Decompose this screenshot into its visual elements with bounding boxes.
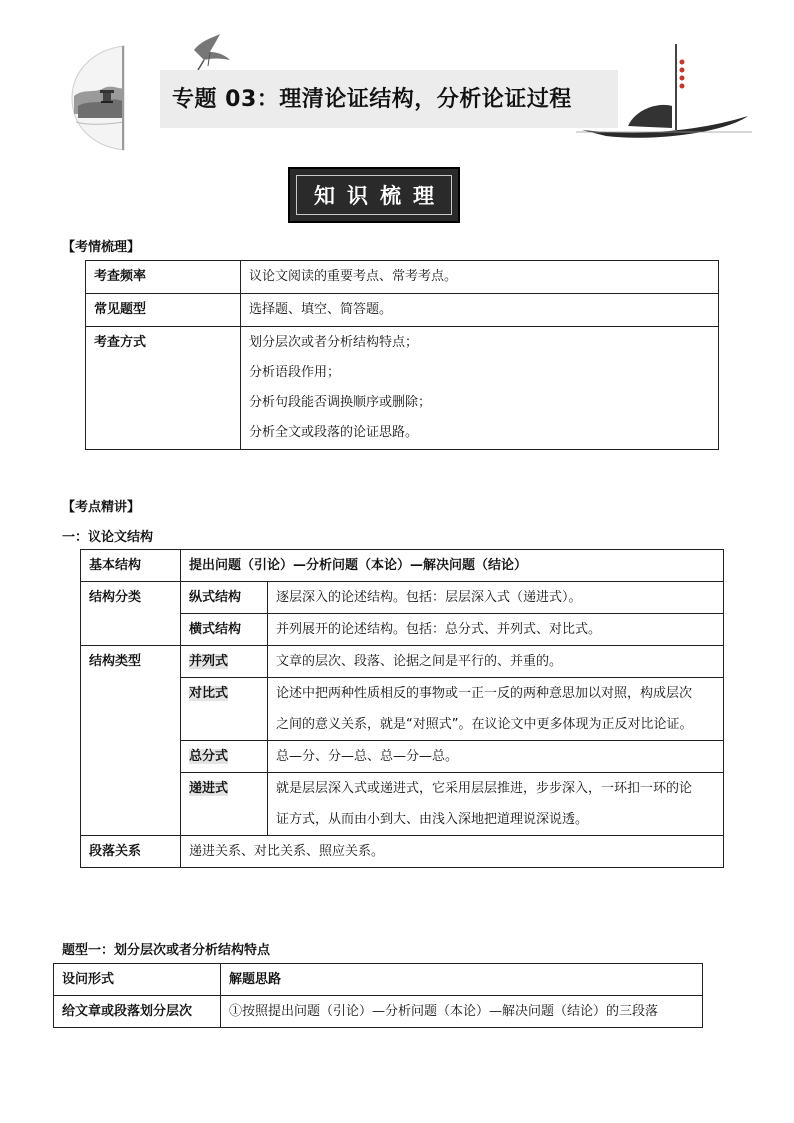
row-content: 递进关系、对比关系、照应关系。 bbox=[181, 836, 724, 868]
table-row bbox=[81, 582, 724, 614]
item-name-text: 并列式 bbox=[189, 654, 229, 669]
row-label: 结构分类 bbox=[81, 582, 181, 646]
landscape-illustration bbox=[70, 44, 128, 152]
exam-overview-table bbox=[85, 260, 719, 450]
subheading-structure: 一：议论文结构 bbox=[62, 530, 154, 545]
cell: ①按照提出问题（引论）—分析问题（本论）—解决问题（结论）的三段落 bbox=[221, 996, 703, 1028]
row-label: 常见题型 bbox=[86, 294, 241, 327]
section-badge bbox=[288, 167, 460, 223]
section-badge-label: 知识梳理 bbox=[296, 175, 452, 215]
page-title: 专题 03：理清论证结构，分析论证过程 bbox=[172, 87, 572, 112]
item-name bbox=[181, 646, 268, 678]
table-row bbox=[54, 996, 703, 1028]
item-desc: 文章的层次、段落、论据之间是平行的、并重的。 bbox=[268, 646, 724, 678]
boat-illustration bbox=[576, 40, 752, 152]
row-label: 段落关系 bbox=[81, 836, 181, 868]
item-desc bbox=[268, 773, 724, 836]
item-name bbox=[181, 678, 268, 741]
item-name-text: 对比式 bbox=[189, 686, 229, 701]
section-heading-key-points: 【考点精讲】 bbox=[62, 500, 141, 515]
table-row bbox=[81, 646, 724, 678]
row-label: 基本结构 bbox=[81, 550, 181, 582]
structure-table bbox=[80, 549, 724, 868]
table-row bbox=[81, 836, 724, 868]
content-line: 划分层次或者分析结构特点； bbox=[249, 335, 419, 350]
row-content: 议论文阅读的重要考点、常考考点。 bbox=[241, 261, 719, 294]
section-heading-exam-overview: 【考情梳理】 bbox=[62, 240, 141, 255]
item-name-text: 递进式 bbox=[189, 781, 229, 796]
content-line: 分析全文或段落的论证思路。 bbox=[249, 425, 419, 440]
row-content bbox=[241, 327, 719, 450]
table-row bbox=[86, 261, 719, 294]
item-name-text: 总分式 bbox=[189, 749, 229, 764]
item-desc: 总—分、分—总、总—分—总。 bbox=[268, 741, 724, 773]
item-name: 横式结构 bbox=[181, 614, 268, 646]
content-line: 分析语段作用； bbox=[249, 365, 341, 380]
row-content: 提出问题（引论）—分析问题（本论）—解决问题（结论） bbox=[181, 550, 724, 582]
column-header: 设问形式 bbox=[54, 964, 221, 996]
row-label: 考查频率 bbox=[86, 261, 241, 294]
item-desc bbox=[268, 678, 724, 741]
row-label: 结构类型 bbox=[81, 646, 181, 836]
desc-line: 之间的意义关系，就是“对照式”。在议论文中更多体现为正反对比论证。 bbox=[276, 717, 693, 732]
question-type-table bbox=[53, 963, 703, 1028]
table-row bbox=[81, 550, 724, 582]
column-header: 解题思路 bbox=[221, 964, 703, 996]
crane-bird-illustration bbox=[190, 30, 234, 72]
item-name bbox=[181, 741, 268, 773]
item-desc: 逐层深入的论述结构。包括：层层深入式（递进式）。 bbox=[268, 582, 724, 614]
row-label: 考查方式 bbox=[86, 327, 241, 450]
desc-line: 论述中把两种性质相反的事物或一正一反的两种意思加以对照，构成层次 bbox=[276, 686, 693, 701]
desc-line: 证方式，从而由小到大、由浅入深地把道理说深说透。 bbox=[276, 812, 589, 827]
content-line: 分析句段能否调换顺序或删除； bbox=[249, 395, 432, 410]
item-desc: 并列展开的论述结构。包括：总分式、并列式、对比式。 bbox=[268, 614, 724, 646]
table-header-row bbox=[54, 964, 703, 996]
vertical-divider-line bbox=[122, 46, 124, 150]
table-row bbox=[86, 294, 719, 327]
row-content: 选择题、填空、简答题。 bbox=[241, 294, 719, 327]
desc-line: 就是层层深入式或递进式，它采用层层推进，步步深入，一环扣一环的论 bbox=[276, 781, 693, 796]
cell: 给文章或段落划分层次 bbox=[54, 996, 221, 1028]
item-name: 纵式结构 bbox=[181, 582, 268, 614]
question-type-heading: 题型一：划分层次或者分析结构特点 bbox=[62, 943, 271, 958]
table-row bbox=[86, 327, 719, 450]
item-name bbox=[181, 773, 268, 836]
